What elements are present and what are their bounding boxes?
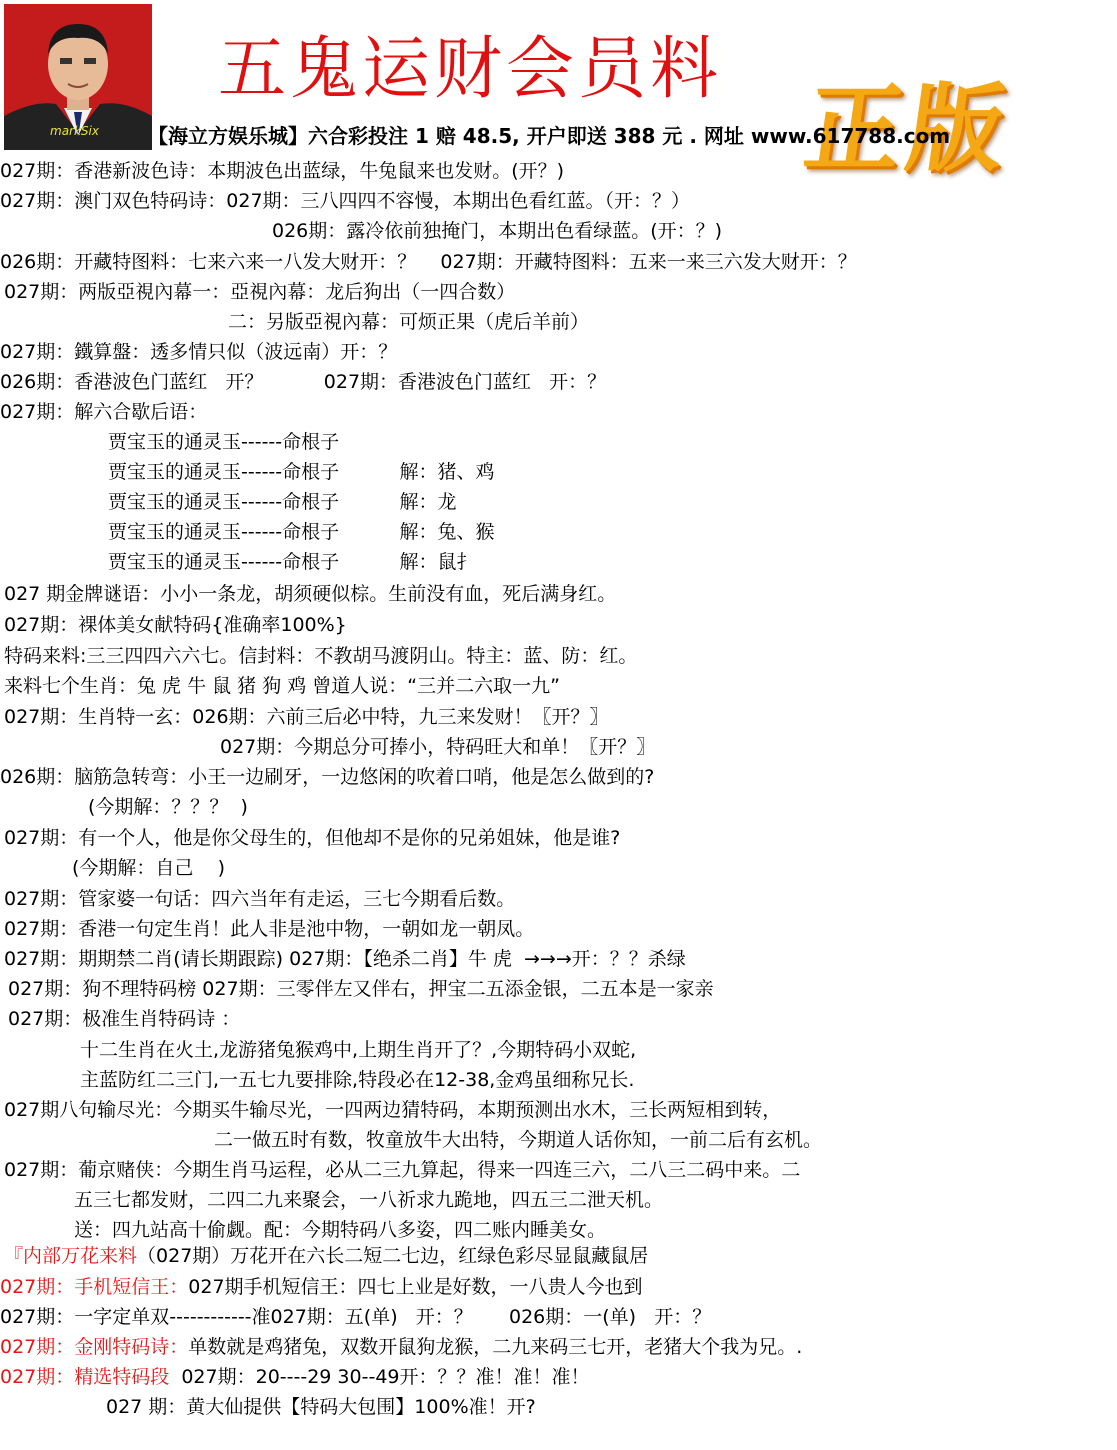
text-line <box>0 1364 590 1390</box>
line-text: 五三七都发财，二四二九来聚会，一八祈求九跪地，四五三二泄天机。 <box>74 1189 664 1211</box>
text-line <box>0 249 857 275</box>
line-text: 027期手机短信王：四七上业是好数，一八贵人今也到 <box>188 1276 643 1298</box>
text-line <box>108 549 476 575</box>
line-text: 027期：两版亞視內幕一：亞視內幕：龙后狗出（一四合数） <box>4 281 516 303</box>
text-line <box>0 399 207 425</box>
highlight-label: 027期：金刚特码诗： <box>0 1336 189 1358</box>
text-line <box>80 1037 636 1063</box>
text-line <box>8 1006 240 1032</box>
line-text: 027期：管家婆一句话：四六当年有走运，三七今期看后数。 <box>4 888 516 910</box>
portrait-photo <box>4 4 152 150</box>
text-line <box>72 855 225 881</box>
highlight-label: 027期：精选特码段 <box>0 1366 170 1388</box>
line-text: 送：四九站高十偷觑。配：今期特码八多姿，四二账内睡美女。 <box>74 1219 607 1241</box>
line-text: 来料七个生肖：兔 虎 牛 鼠 猪 狗 鸡 曾道人说：“三并二六取一九” <box>4 675 560 697</box>
text-line <box>0 339 397 365</box>
text-line <box>4 704 609 730</box>
line-text: 十二生肖在火土,龙游猪兔猴鸡中,上期生肖开了？,今期特码小双蛇, <box>80 1039 637 1061</box>
line-text: 027期：澳门双色特码诗：027期：三八四四不容慢，本期出色看红蓝。（开：？） <box>0 190 691 212</box>
line-text: 贾宝玉的通灵玉------命根子 解：兔、猴 <box>108 521 495 543</box>
text-line <box>4 279 515 305</box>
photo-caption: markSix <box>50 124 99 138</box>
line-text: 027期：鐵算盤：透多情只似（波远南）开：？ <box>0 341 398 363</box>
line-text: 027期八句输尽光：今期买牛输尽光，一四两边猜特码，本期预测出水木，三长两短相到转， <box>4 1099 782 1121</box>
text-line <box>4 1243 648 1269</box>
line-text: 026期：露冷依前独掩门，本期出色看绿蓝。(开：？) <box>272 220 723 242</box>
line-text: 单数就是鸡猪兔，双数开鼠狗龙猴，二九来码三七开，老猪大个我为兄。. <box>188 1336 803 1358</box>
line-text: 二一做五时有数，牧童放牛大出特，今期道人话你知，一前二后有玄机。 <box>214 1129 823 1151</box>
official-stamp: 正版 <box>798 73 1018 185</box>
text-line <box>4 1097 781 1123</box>
text-line <box>214 1127 822 1153</box>
line-text: 贾宝玉的通灵玉------命根子 解：龙 <box>108 491 457 513</box>
line-text: 027期：有一个人，他是你父母生的，但他却不是你的兄弟姐妹，他是谁? <box>4 827 621 849</box>
line-text: 027期：香港新波色诗：本期波色出蓝绿，牛兔鼠来也发财。(开？) <box>0 160 565 182</box>
line-text: 027期：裸体美女献特码{准确率100%} <box>4 614 347 636</box>
line-text: 026期：脑筋急转弯：小王一边刷牙，一边悠闲的吹着口哨，他是怎么做到的? <box>0 766 655 788</box>
text-line <box>0 1334 802 1360</box>
line-text: 027期：期期禁二肖(请长期跟踪) 027期：【绝杀二肖】牛 虎 →→→开：？？杀绿 <box>4 948 686 970</box>
text-line <box>0 1274 643 1300</box>
line-text: 特码来料:三三四四六六七。信封料：不教胡马渡阴山。特主：蓝、防：红。 <box>4 645 638 667</box>
line-text: 027期：狗不理特码榜 027期：三零伴左又伴右，押宝二五添金银，二五本是一家亲 <box>8 978 714 1000</box>
line-text: (今期解：？？？ ) <box>88 796 248 818</box>
text-line <box>74 1187 663 1213</box>
text-line <box>108 519 495 545</box>
line-text: 贾宝玉的通灵玉------命根子 解：鼠扌 <box>108 551 476 573</box>
text-line <box>108 459 495 485</box>
text-line <box>4 1157 800 1183</box>
text-line <box>0 764 654 790</box>
text-line <box>80 1067 634 1093</box>
line-text: 027期：香港一句定生肖！此人非是池中物，一朝如龙一朝凤。 <box>4 918 535 940</box>
text-line <box>4 612 347 638</box>
text-line <box>108 489 457 515</box>
line-text: 贾宝玉的通灵玉------命根子 <box>108 431 340 453</box>
text-line <box>272 218 722 244</box>
line-text: 026期：香港波色门蓝红 开？ 027期：香港波色门蓝红 开：？ <box>0 371 607 393</box>
text-line <box>0 1304 711 1330</box>
text-line <box>220 734 655 760</box>
text-line <box>106 1394 536 1420</box>
text-line <box>4 643 637 669</box>
line-text: 026期：开藏特图料：七来六来一八发大财开：？ 027期：开藏特图料：五来一来三六发大财开：？ <box>0 251 857 273</box>
highlight-label: 『内部万花来料 <box>4 1245 138 1267</box>
text-line <box>4 673 560 699</box>
text-line <box>0 158 564 184</box>
text-line <box>4 886 515 912</box>
text-line <box>4 581 616 607</box>
line-text: 主蓝防红二三门,一五七九要排除,特段必在12-38,金鸡虽细称兄长. <box>80 1069 635 1091</box>
page-title: 五鬼运财会员料 <box>218 30 723 109</box>
line-text: 027期：葡京赌侠：今期生肖马运程，必从二三九算起，得来一四连三六，二八三二码中来。二 <box>4 1159 801 1181</box>
line-text: 027期：一字定单双------------准027期：五(单) 开：？ 026期：一(单) 开：？ <box>0 1306 712 1328</box>
text-line <box>88 794 248 820</box>
line-text: 027期：今期总分可捧小，特码旺大和单！〖开？〗 <box>220 736 656 758</box>
line-text: 027期：生肖特一玄：026期：六前三后必中特，九三来发财！〖开？〗 <box>4 706 609 728</box>
text-line <box>4 916 534 942</box>
ad-banner: 【海立方娱乐城】六合彩投注 1 赔 48.5, 开户即送 388 元 . 网址 www.617788.com <box>148 124 951 148</box>
text-line <box>108 429 339 455</box>
line-text: (今期解：自己 ) <box>72 857 225 879</box>
line-text: 贾宝玉的通灵玉------命根子 解：猪、鸡 <box>108 461 495 483</box>
line-text: （027期）万花开在六长二短二七边，红绿色彩尽显鼠藏鼠居 <box>137 1245 649 1267</box>
line-text: 二：另版亞視內幕：可烦正果（虎后羊前） <box>228 311 590 333</box>
text-line <box>228 309 589 335</box>
text-line <box>4 946 686 972</box>
text-line <box>0 369 606 395</box>
line-text: 027期：解六合歇后语： <box>0 401 208 423</box>
line-text: 027 期金牌谜语：小小一条龙，胡须硬似棕。生前没有血，死后满身红。 <box>4 583 617 605</box>
text-line <box>8 976 714 1002</box>
text-line <box>74 1217 606 1243</box>
text-line <box>4 825 620 851</box>
line-text: 027 期：黄大仙提供【特码大包围】100%准！开? <box>106 1396 536 1418</box>
text-line <box>0 188 690 214</box>
line-text: 027期：20----29 30--49开：？？准！准！准！ <box>169 1366 590 1388</box>
highlight-label: 027期：手机短信王： <box>0 1276 189 1298</box>
line-text: 027期：极准生肖特码诗 ： <box>8 1008 241 1030</box>
